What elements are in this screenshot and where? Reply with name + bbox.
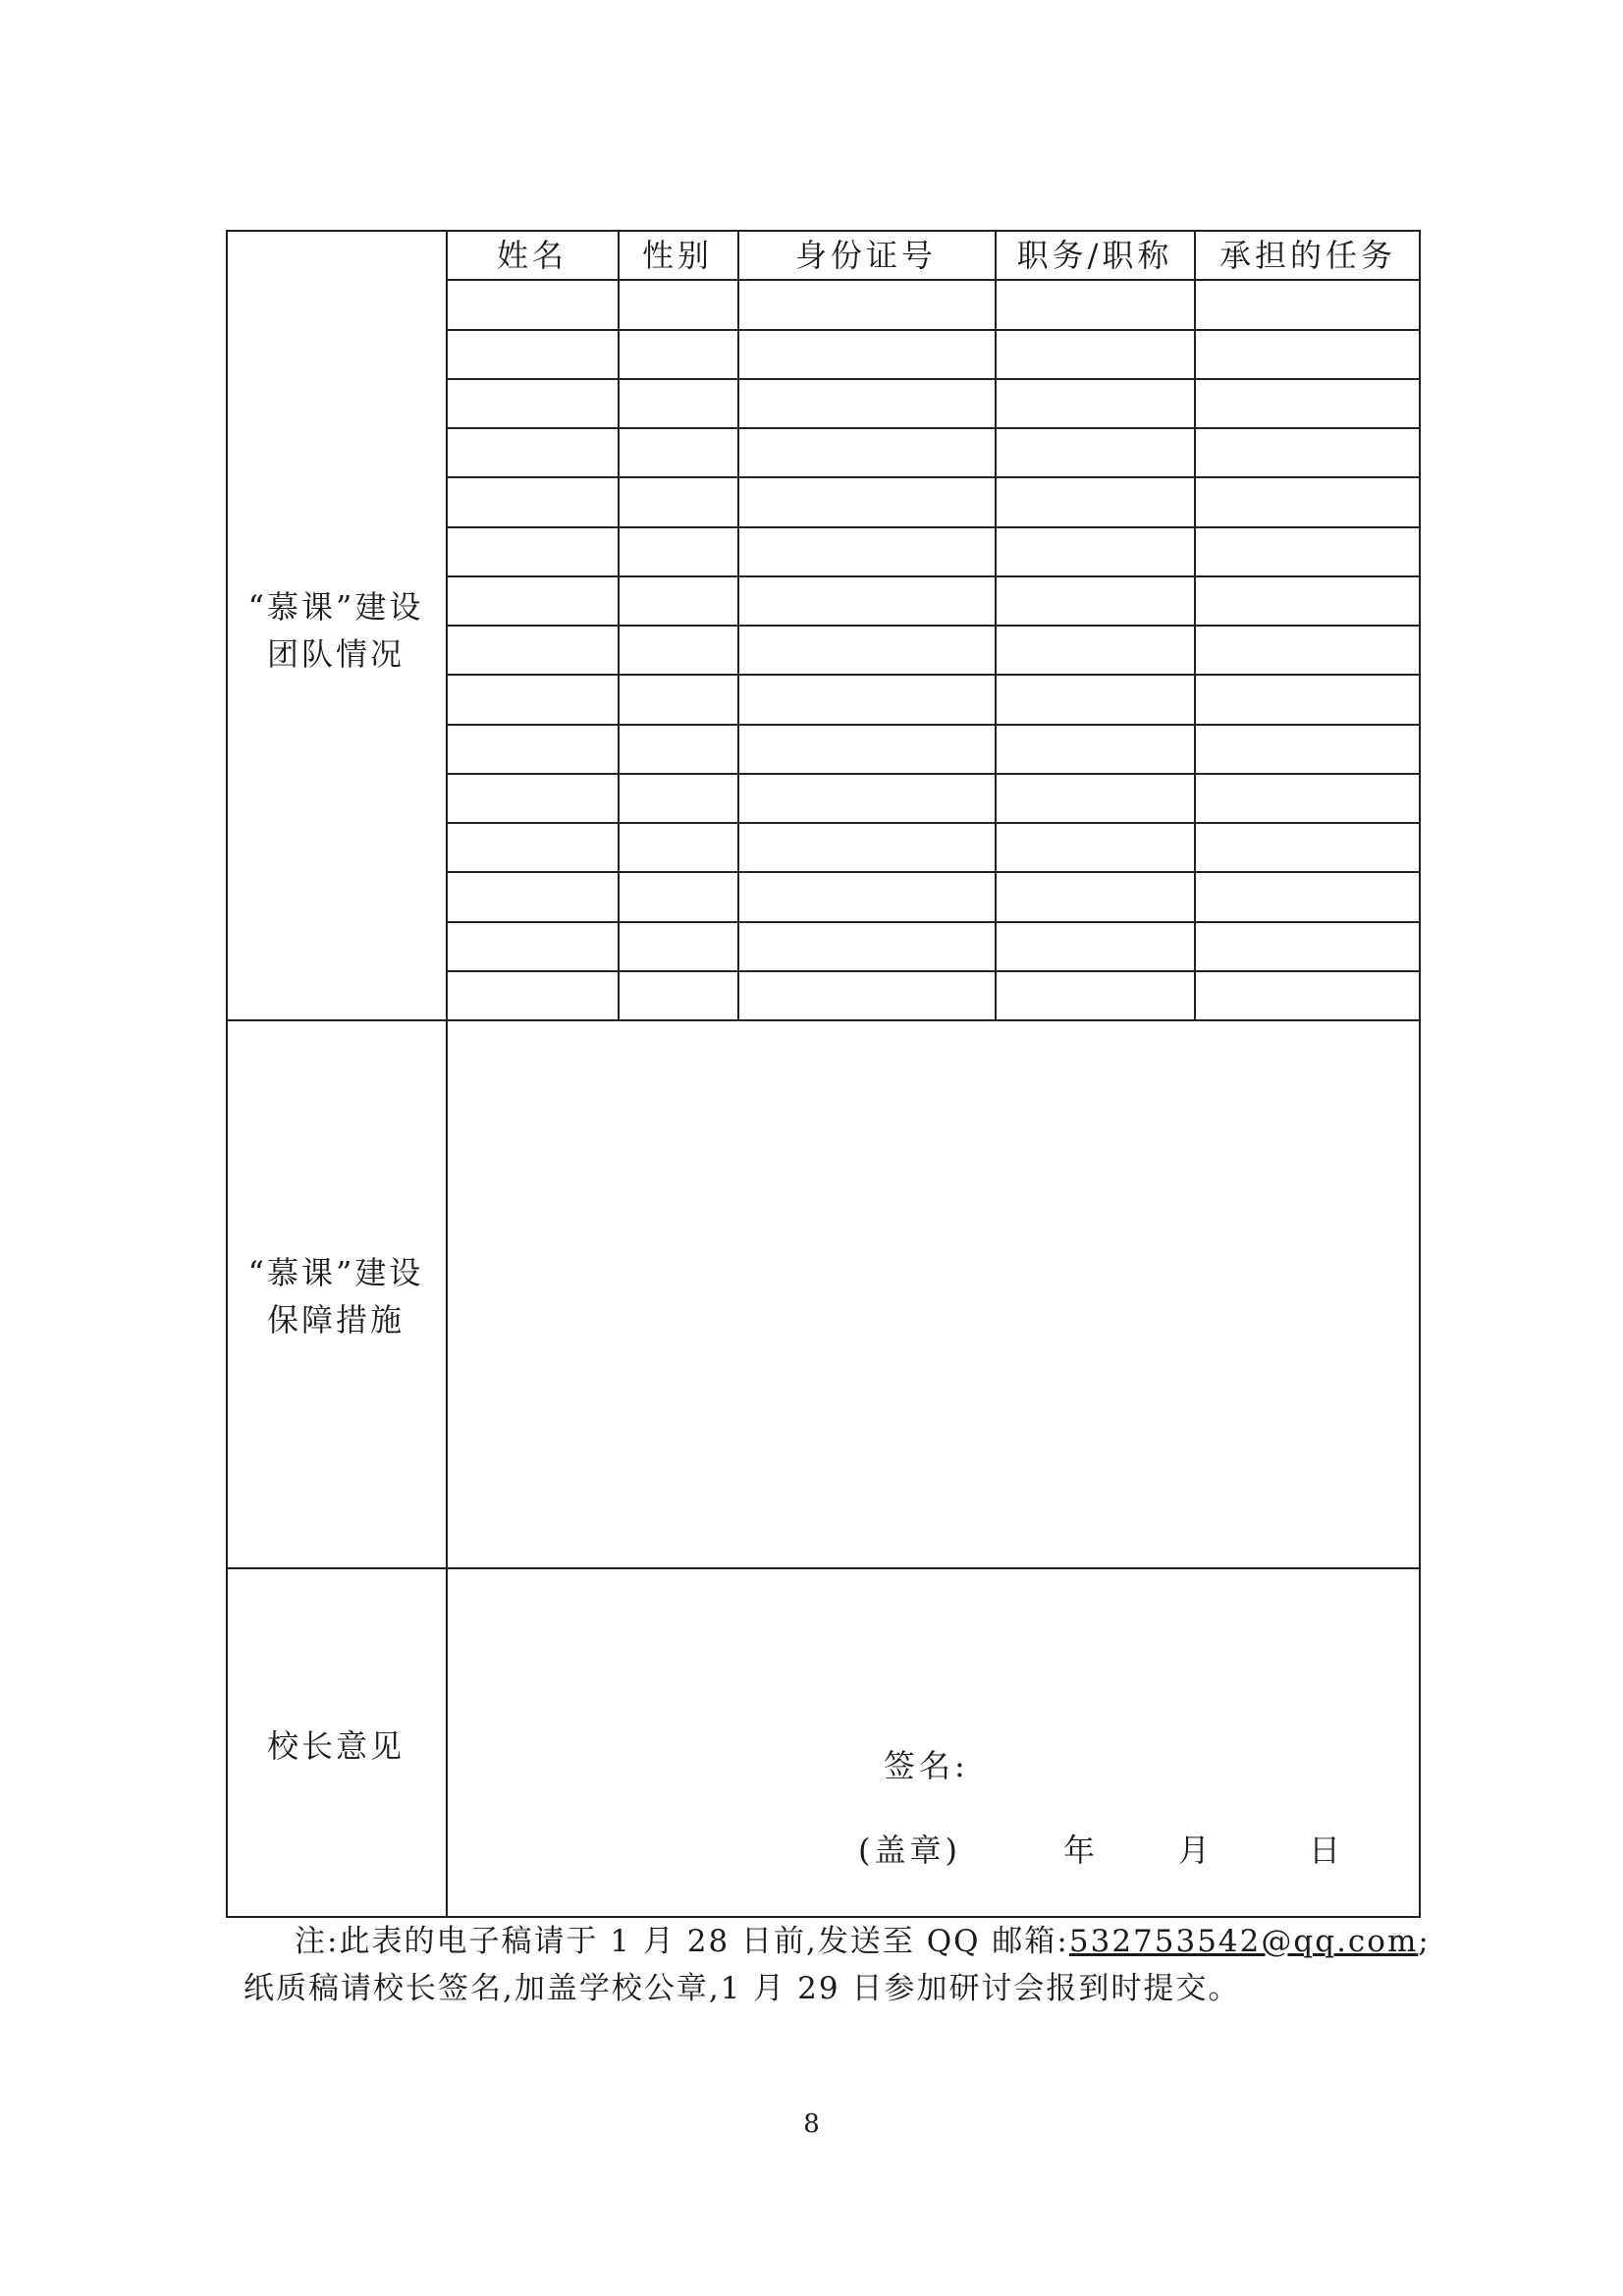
day-label: 日: [1309, 1831, 1345, 1869]
label-column-divider: [446, 230, 448, 1918]
team-row-line: [446, 427, 1421, 429]
team-row-line: [446, 970, 1421, 972]
header-gender: 性别: [641, 237, 714, 274]
team-row-line: [446, 476, 1421, 478]
page-number: 8: [803, 2109, 820, 2139]
header-task: 承担的任务: [1218, 237, 1397, 274]
guarantee-label-line1: “慕课”建设: [247, 1254, 424, 1291]
section-divider-guarantee: [226, 1019, 1421, 1021]
team-row-line: [446, 279, 1421, 281]
header-name: 姓名: [496, 237, 568, 274]
header-id-number: 身份证号: [794, 237, 938, 274]
guarantee-section-label: [226, 1249, 446, 1343]
application-form-table: [226, 230, 1421, 1918]
team-row-line: [446, 625, 1421, 627]
note-line-1-text: 注:此表的电子稿请于 1 月 28 日前,发送至 QQ 邮箱:: [295, 1924, 1069, 1959]
submission-email-link[interactable]: 532753542@qq.com: [1068, 1924, 1419, 1959]
team-row-line: [446, 378, 1421, 380]
team-row-line: [446, 674, 1421, 676]
team-row-line: [446, 724, 1421, 726]
team-row-line: [446, 773, 1421, 775]
year-label: 年: [1063, 1831, 1100, 1869]
team-row-line: [446, 329, 1421, 331]
team-row-line: [446, 871, 1421, 873]
team-label-line1: “慕课”建设: [247, 588, 424, 626]
principal-opinion-label: 校长意见: [266, 1727, 405, 1765]
team-section-label: [226, 583, 446, 678]
header-title: 职务/职称: [1016, 237, 1173, 274]
note-line-2: 纸质稿请校长签名,加盖学校公章,1 月 29 日参加研讨会报到时提交。: [243, 1971, 1241, 2006]
team-row-line: [446, 822, 1421, 824]
note-line-1-suffix: ;: [1418, 1924, 1431, 1959]
team-row-line: [446, 526, 1421, 528]
section-divider-principal: [226, 1567, 1421, 1569]
month-label: 月: [1178, 1831, 1215, 1869]
team-row-line: [446, 575, 1421, 577]
team-label-line2: 团队情况: [266, 635, 405, 673]
signature-label: 签名:: [884, 1747, 969, 1784]
team-row-line: [446, 921, 1421, 923]
guarantee-label-line2: 保障措施: [266, 1301, 405, 1339]
seal-label: (盖章): [858, 1831, 961, 1869]
note-line-1: [295, 1924, 1431, 1959]
